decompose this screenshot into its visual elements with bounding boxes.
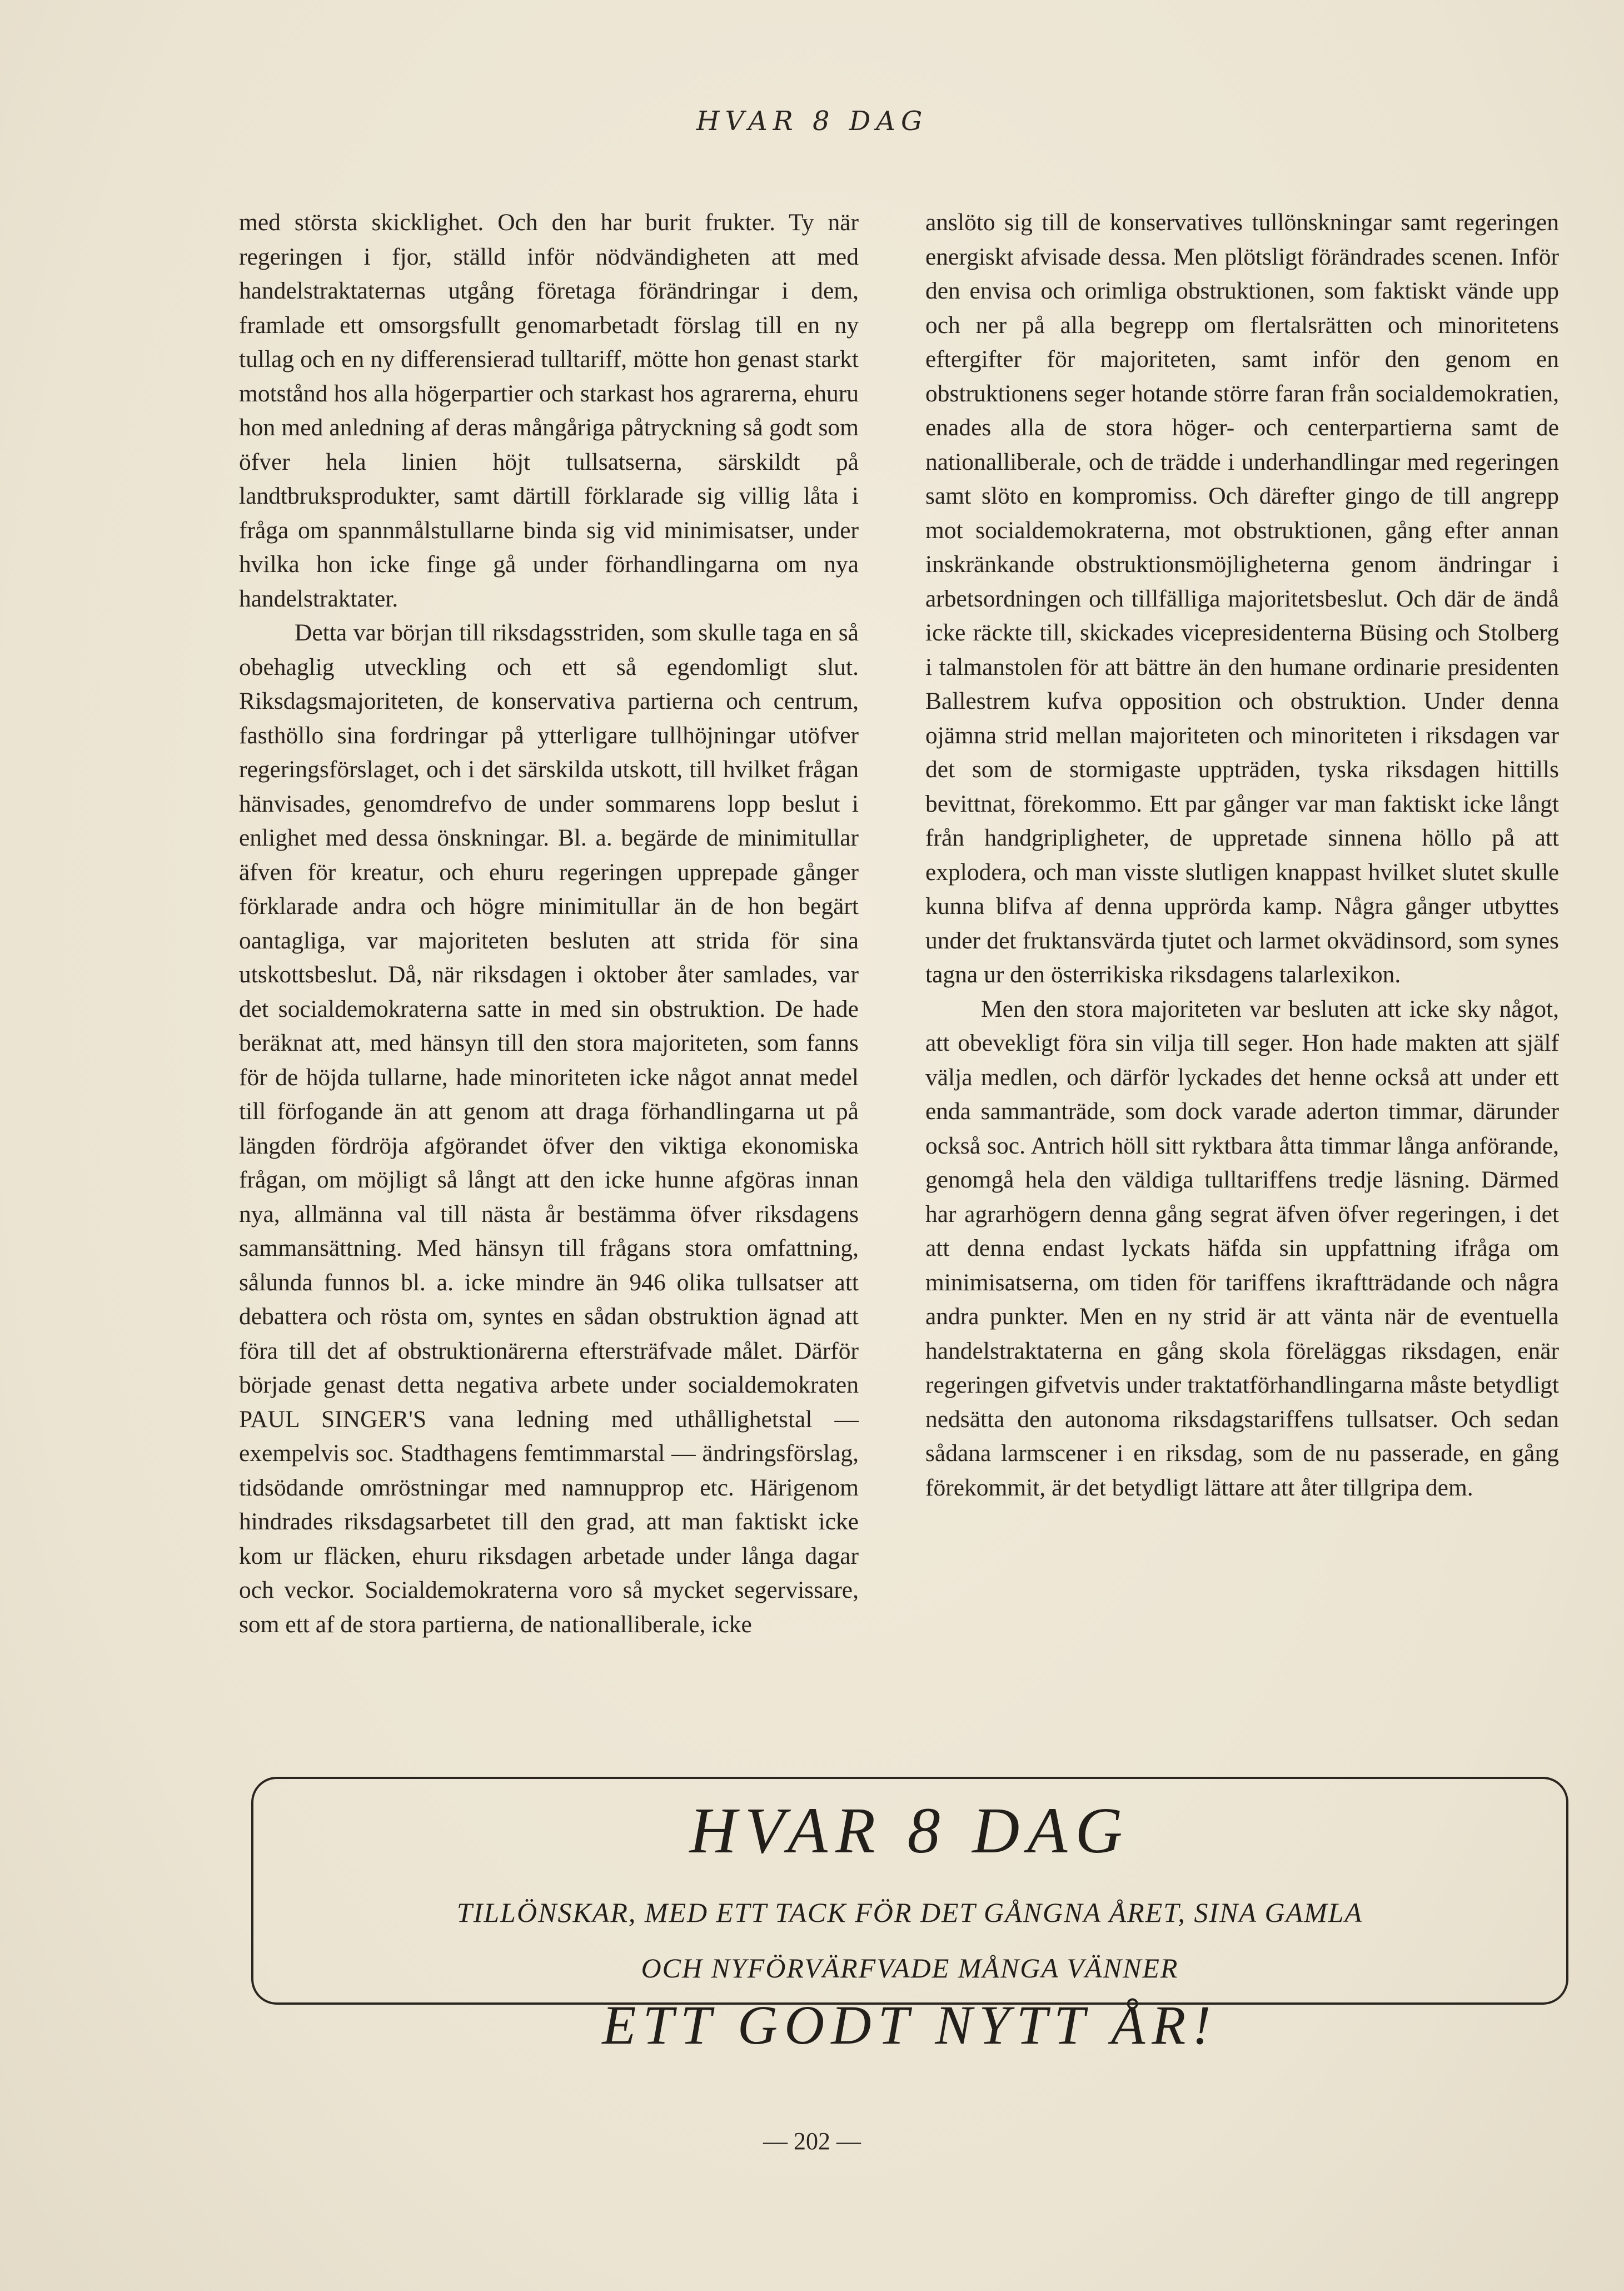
notice-new-year-wish: ETT GODT NYTT ÅR! <box>602 1994 1218 2056</box>
paragraph: med största skicklighet. Och den har burit frukter. Ty när regeringen i fjor, ställd inför nödvändigheten att med handelstraktaternas utgång företaga förändringar i dem, framlade ett omsorgsfullt genomarbetadt förslag till en ny tullag och en ny differensierad tulltariff, mötte hon genast starkt motstånd hos alla högerpartier och starkast hos agrarerna, ehuru hon med anledning af deras mångåriga påtryckning så godt som öfver hela linien höjt tullsatserna, särskildt på landtbruksprodukter, samt därtill förklarade sig villig låta i fråga om spannmålstullarne binda sig vid minimisatser, under hvilka hon icke finge gå under förhandlingarna om nya handelstraktater. <box>239 209 859 612</box>
paragraph: Detta var början till riksdagsstriden, som skulle taga en så obehaglig utveckling och ett så egendomligt slut. Riksdagsmajoriteten, de konservativa partierna och centrum, fasthöllo sina fordringar på ytterligare tullhöjningar utöfver regeringsförslaget, och i det särskilda utskott, till hvilket frågan hänvisades, genomdrefvo de under sommarens lopp beslut i enlighet med dessa önskningar. Bl. a. begärde de minimitullar äfven för kreatur, och ehuru regeringen upprepade gånger förklarade andra och högre minimitullar än de hon begärt oantagliga, var majoriteten besluten att strida för sina utskottsbeslut. Då, när riksdagen i oktober åter samlades, var det socialdemokraterna satte in med sin obstruktion. De hade beräknat att, med hänsyn till den stora majoriteten, som fanns för de höjda tullarne, hade minoriteten icke något annat medel till förfogande än att genom att draga förhandlingarna ut på längden fördröja afgörandet öfver den viktiga ekonomiska frågan, om möjligt så långt att den icke hunne afgöras innan nya, allmänna val till nästa år bestämma öfver riksdagens sammansättning. Med hänsyn till frågans stora omfattning, sålunda funnos bl. a. icke mindre än 946 olika tullsatser att debattera och rösta om, syntes en sådan obstruktion ägnad att föra till det af obstruktionärerna eftersträfvade målet. Därför började genast detta negativa arbete under socialdemokraten PAUL SINGER'S vana ledning med uthållighetstal — exempelvis soc. Stadthagens femtimmarstal — ändringsförslag, tidsödande omröstningar med namnupprop etc. Härigenom hindrades riksdagsarbetet till den grad, att man faktiskt icke kom ur fläcken, ehuru riksdagen arbetade under långa dagar och veckor. Socialdemokraterna voro så mycket segervissare, som ett af de stora partierna, de nationalliberale, icke <box>239 619 859 1638</box>
paragraph: anslöto sig till de konservatives tullönskningar samt regeringen energiskt afvisade dessa. Men plötsligt förändrades scenen. Inför den envisa och orimliga obstruktionen, som faktiskt vände upp och ner på alla begrepp om flertalsrätten och minoritetens eftergifter för majoriteten, samt inför den genom en obstruktionens seger hotande större faran från socialdemokratien, enades alla de stora höger- och centerpartierna samt de nationalliberale, och de trädde i underhandlingar med regeringen samt slöto en kompromiss. Och därefter gingo de till angrepp mot socialdemokraterna, mot obstruktionen, gång efter annan inskränkande obstruktionsmöjligheterna genom ändringar i arbetsordningen och tillfälliga majoritetsbeslut. Och där de ändå icke räckte till, skickades vicepresidenterna Büsing och Stolberg i talmanstolen för att bättre än den humane ordinarie presidenten Ballestrem kufva opposition och obstruktion. Under denna ojämna strid mellan majoriteten och minoriteten i riksdagen var det som de stormigaste uppträden, tyska riksdagen hittills bevittnat, förekommo. Ett par gånger var man faktiskt icke långt från handgripligheter, de uppretade sinnena höllo på att explodera, och man visste slutligen knappast hvilket slutet skulle kunna blifva af denna upprörda kamp. Några gånger utbyttes under det fruktansvärda tjutet och larmet okvädinsord, som synes tagna ur den österrikiska riksdagens talarlexikon. <box>925 209 1559 988</box>
paragraph: Men den stora majoriteten var besluten att icke sky något, att obevekligt föra sin vilja till seger. Hon hade makten att själf välja medlen, och därför lyckades det henne också att under ett enda sammanträde, som dock varade aderton timmar, därunder också soc. Antrich höll sitt ryktbara åtta timmar långa anförande, genomgå hela den väldiga tulltariffens tredje läsning. Därmed har agrarhögern denna gång segrat äfven öfver regeringen, i det att denna endast lyckats häfda sin uppfattning ifråga om minimisatserna, om tiden för tariffens ikraftträdande och några andra punkter. Men en ny strid är att vänta när de eventuella handelstraktaterna en gång skola föreläggas riksdagen, enär regeringen gifvetvis under traktatförhandlingarna måste betydligt nedsätta den autonoma riksdagstariffens tullsatser. Och sedan sådana larmscener i en riksdag, som de nu passerade, en gång förekommit, är det betydligt lättare att åter tillgripa dem. <box>925 995 1559 1501</box>
page-number: — 202 — <box>763 2128 861 2155</box>
notice-title: HVAR 8 DAG <box>689 1794 1130 1867</box>
article-column-right <box>925 206 1559 1505</box>
running-head: HVAR 8 DAG <box>696 106 928 137</box>
article-column-left <box>239 206 859 1642</box>
new-year-notice-box <box>251 1777 1568 2056</box>
notice-greeting-line-2: OCH NYFÖRVÄRFVADE MÅNGA VÄNNER <box>641 1952 1179 1984</box>
notice-greeting-line-1: TILLÖNSKAR, MED ETT TACK FÖR DET GÅNGNA ÅRET, SINA GAMLA <box>456 1897 1363 1928</box>
